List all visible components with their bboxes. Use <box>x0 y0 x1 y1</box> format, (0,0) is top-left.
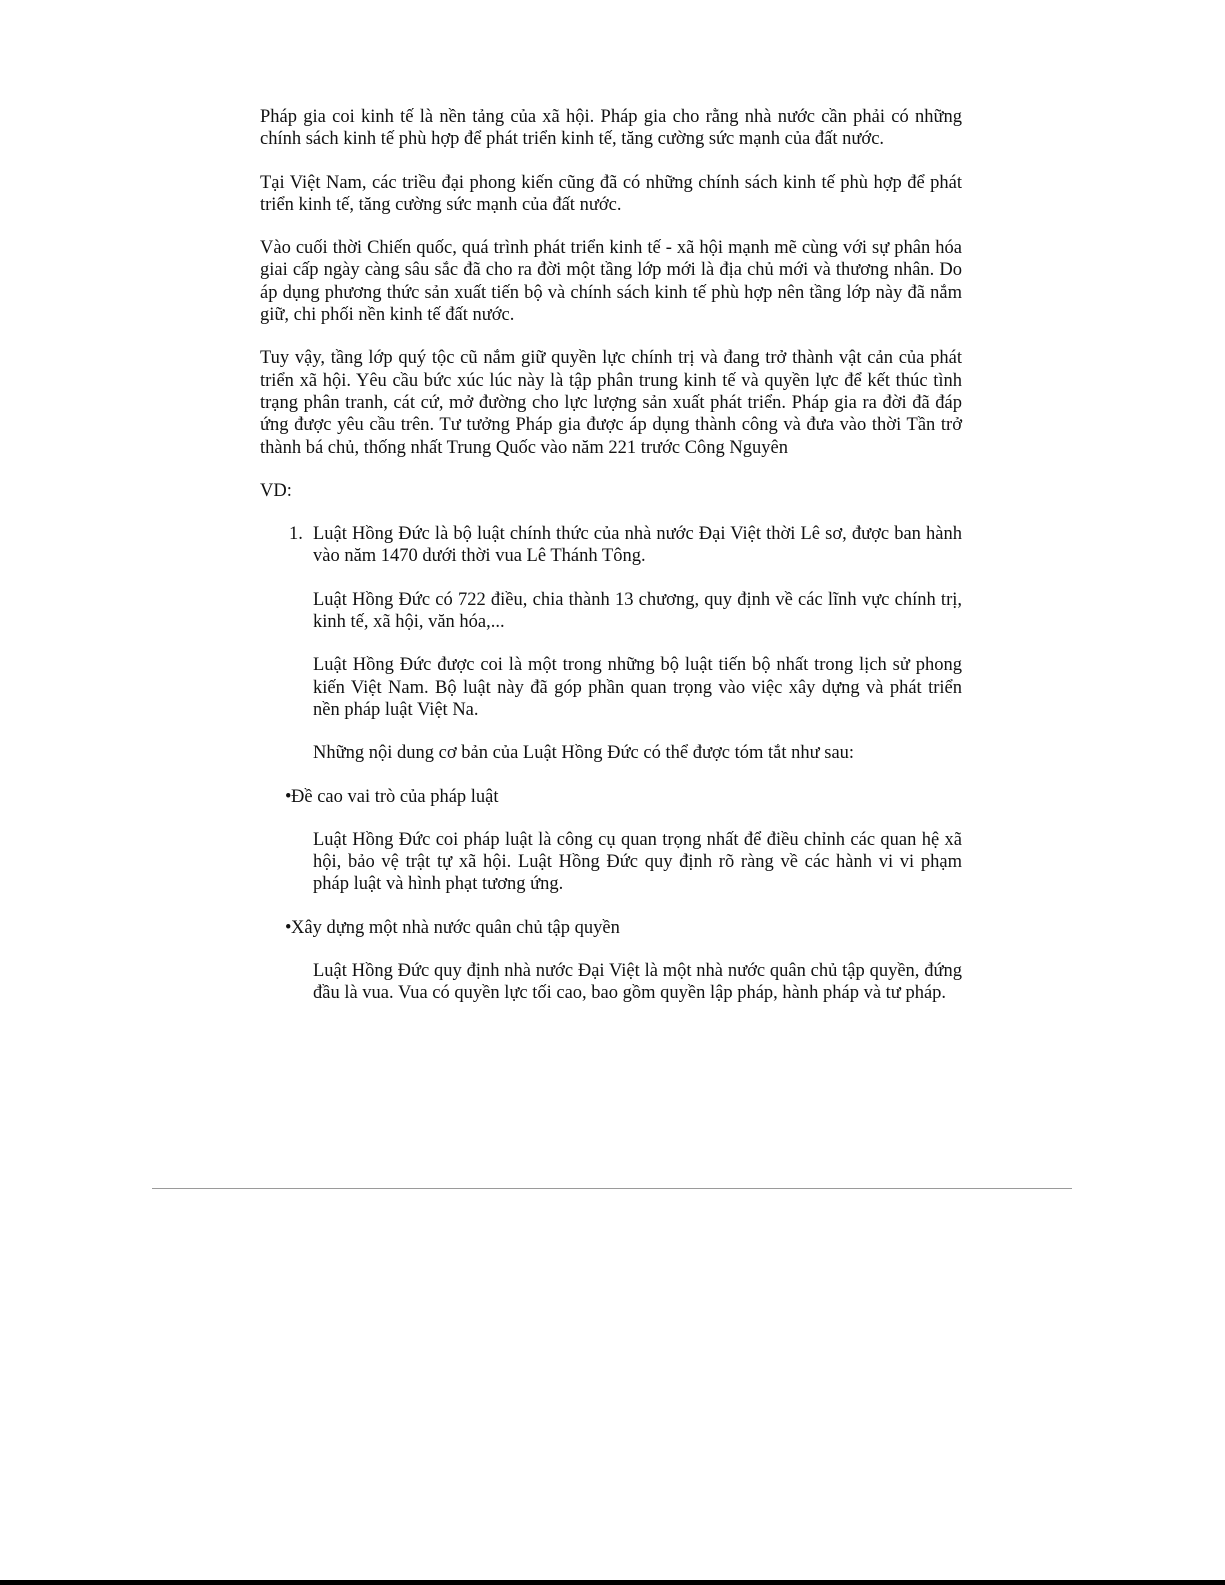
example-label: VD: <box>260 480 292 501</box>
paragraph-phap-gia-kinh-te: Pháp gia coi kinh tế là nền tảng của xã hội. Pháp gia cho rằng nhà nước cần phải có những chính sách kinh tế phù hợp để phát triển kinh tế, tăng cường sức mạnh của đất nước. <box>260 107 962 150</box>
indented-paragraph-structure: Luật Hồng Đức có 722 điều, chia thành 13 chương, quy định về các lĩnh vực chính trị, kinh tế, xã hội, văn hóa,... <box>313 589 962 633</box>
bullet-marker: • <box>285 917 292 938</box>
document-body <box>260 106 962 1026</box>
list-item-number: 1. <box>289 524 303 545</box>
paragraph-quy-toc: Tuy vậy, tầng lớp quý tộc cũ nắm giữ quyền lực chính trị và đang trở thành vật cản của phát triển xã hội. Yêu cầu bức xúc lúc này là tập phân trung kinh tế và quyền lực để kết thúc tình trạng phân tranh, cát cứ, mở đường cho lực lượng sản xuất phát triển. Pháp gia ra đời đã đáp ứng được yêu cầu trên. Tư tưởng Pháp gia được áp dụng thành công và đưa vào thời Tần trở thành bá chủ, thống nhất Trung Quốc vào năm 221 trước Công Nguyên <box>260 348 962 458</box>
bullet-heading-monarchy <box>260 917 962 939</box>
bottom-edge-bar <box>0 1580 1225 1585</box>
bullet-heading-rule-of-law <box>260 786 962 808</box>
bullet-body-monarchy: Luật Hồng Đức quy định nhà nước Đại Việt là một nhà nước quân chủ tập quyền, đứng đầu là vua. Vua có quyền lực tối cao, bao gồm quyền lập pháp, hành pháp và tư pháp. <box>313 961 962 1004</box>
paragraph-chien-quoc: Vào cuối thời Chiến quốc, quá trình phát triển kinh tế - xã hội mạnh mẽ cùng với sự phân hóa giai cấp ngày càng sâu sắc đã cho ra đời một tầng lớp mới là địa chủ mới và thương nhân. Do áp dụng phương thức sản xuất tiến bộ và chính sách kinh tế phù hợp nên tầng lớp này đã nắm giữ, chi phối nền kinh tế đất nước. <box>260 238 962 326</box>
indented-paragraph-significance: Luật Hồng Đức được coi là một trong những bộ luật tiến bộ nhất trong lịch sử phong kiến Việt Nam. Bộ luật này đã góp phần quan trọng vào việc xây dựng và phát triển nền pháp luật Việt Na. <box>313 655 962 720</box>
bullet-heading-text: Xây dựng một nhà nước quân chủ tập quyền <box>291 917 620 938</box>
paragraph-viet-nam: Tại Việt Nam, các triều đại phong kiến cũng đã có những chính sách kinh tế phù hợp để phát triển kinh tế, tăng cường sức mạnh của đất nước. <box>260 172 962 215</box>
bullet-heading-text: Đề cao vai trò của pháp luật <box>291 786 499 807</box>
numbered-list <box>260 523 962 568</box>
bullet-body-rule-of-law: Luật Hồng Đức coi pháp luật là công cụ quan trọng nhất để điều chỉnh các quan hệ xã hội, bảo vệ trật tự xã hội. Luật Hồng Đức quy định rõ ràng về các hành vi vi phạm pháp luật và hình phạt tương ứng. <box>313 829 962 895</box>
page-divider <box>152 1188 1072 1189</box>
indented-paragraph-summary-intro: Những nội dung cơ bản của Luật Hồng Đức có thể được tóm tắt như sau: <box>313 743 855 764</box>
list-item-text: Luật Hồng Đức là bộ luật chính thức của nhà nước Đại Việt thời Lê sơ, được ban hành vào năm 1470 dưới thời vua Lê Thánh Tông. <box>313 524 962 567</box>
list-item <box>260 523 962 568</box>
bullet-marker: • <box>285 786 292 807</box>
